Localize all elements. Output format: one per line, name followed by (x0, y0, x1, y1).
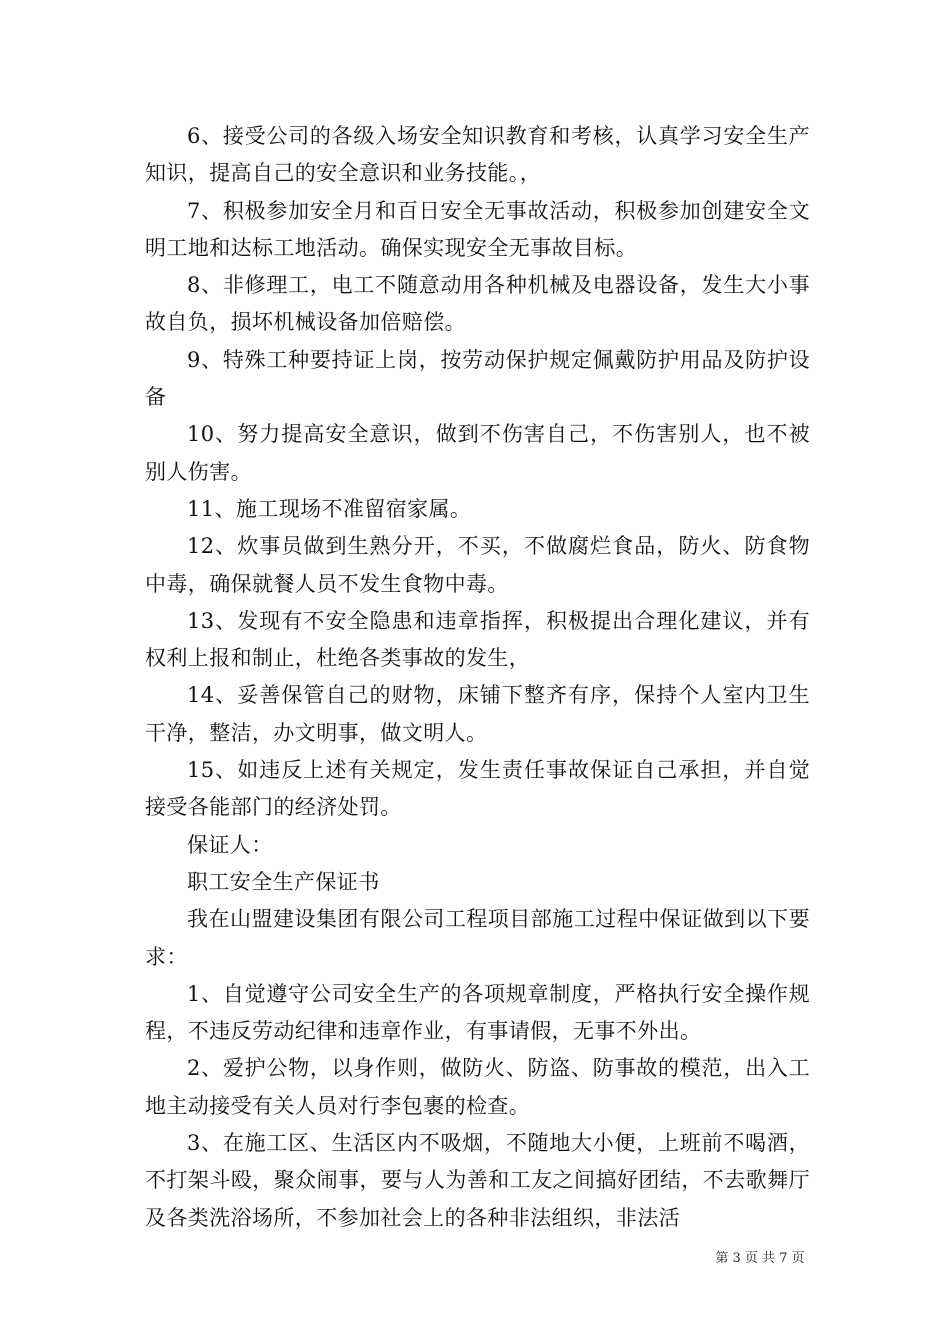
intro-paragraph: 我在山盟建设集团有限公司工程项目部施工过程中保证做到以下要求： (145, 907, 810, 969)
paragraph-item-6: 6、接受公司的各级入场安全知识教育和考核，认真学习安全生产知识，提高自己的安全意识和业务技能。， (145, 124, 810, 186)
paragraph-item-2: 2、爱护公物，以身作则，做防火、防盗、防事故的模范，出入工地主动接受有关人员对行李包裹的检查。 (145, 1056, 810, 1118)
paragraph-item-3: 3、在施工区、生活区内不吸烟，不随地大小便，上班前不喝酒，不打架斗殴，聚众闹事，要与人为善和工友之间搞好团结，不去歌舞厅及各类洗浴场所，不参加社会上的各种非法组织，非法活 (145, 1131, 810, 1230)
section-title: 职工安全生产保证书 (187, 869, 380, 894)
paragraph-item-14: 14、妥善保管自己的财物，床铺下整齐有序，保持个人室内卫生干净，整洁，办文明事，做文明人。 (145, 683, 810, 745)
page-number: 第 3 页 共 7 页 (715, 1251, 805, 1266)
paragraph-item-15: 15、如违反上述有关规定，发生责任事故保证自己承担，并自觉接受各能部门的经济处罚。 (145, 758, 810, 820)
document-body (145, 118, 810, 1237)
paragraph-item-11: 11、施工现场不准留宿家属。 (187, 496, 472, 521)
paragraph-item-13: 13、发现有不安全隐患和违章指挥，积极提出合理化建议，并有权利上报和制止，杜绝各类事故的发生， (145, 608, 810, 671)
paragraph-item-7: 7、积极参加安全月和百日安全无事故活动，积极参加创建安全文明工地和达标工地活动。确保实现安全无事故目标。 (145, 198, 810, 260)
paragraph-item-9: 9、特殊工种要持证上岗，按劳动保护规定佩戴防护用品及防护设备 (145, 347, 810, 410)
paragraph-item-1: 1、自觉遵守公司安全生产的各项规章制度，严格执行安全操作规程，不违反劳动纪律和违章作业，有事请假，无事不外出。 (145, 981, 810, 1044)
paragraph-item-12: 12、炊事员做到生熟分开，不买，不做腐烂食品，防火、防食物中毒，确保就餐人员不发生食物中毒。 (145, 534, 810, 596)
paragraph-item-8: 8、非修理工，电工不随意动用各种机械及电器设备，发生大小事故自负，损坏机械设备加倍赔偿。 (145, 273, 810, 335)
guarantor-label: 保证人： (187, 832, 273, 857)
paragraph-item-10: 10、努力提高安全意识，做到不伤害自己，不伤害别人，也不被别人伤害。 (145, 422, 810, 484)
